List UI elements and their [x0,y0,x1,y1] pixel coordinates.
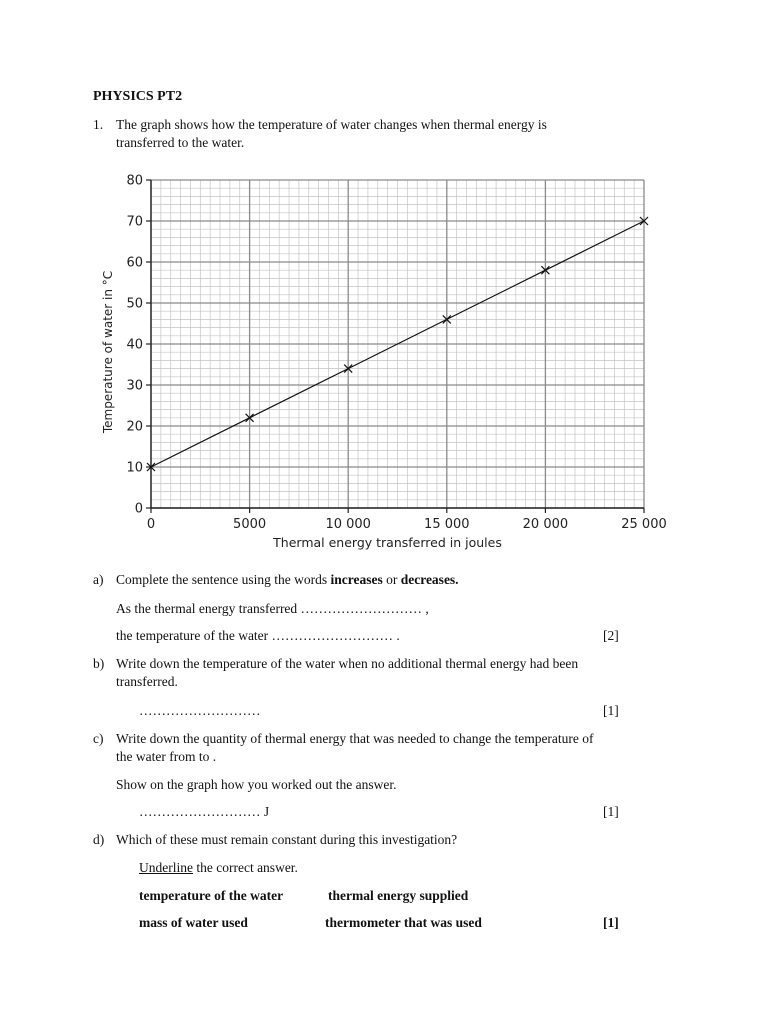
part-d-instruction-rest: the correct answer. [192,860,298,875]
part-a-prompt [116,572,459,588]
part-b-label: b) [93,656,105,671]
x-tick-label: 20 000 [522,517,569,532]
y-tick-label: 10 [126,460,143,476]
y-tick-label: 60 [126,255,143,271]
y-tick-label: 50 [126,296,143,312]
question-number: 1. [93,117,104,132]
x-tick-label: 10 000 [325,517,371,532]
part-a-line1: As the thermal energy transferred ……………………… , [116,601,429,616]
temperature-energy-graph [95,168,675,558]
part-a-line2: the temperature of the water ……………………… . [116,628,400,643]
part-b-answer-blank[interactable]: ……………………… [139,703,261,718]
part-c-answer-blank[interactable]: ……………………… J [139,804,270,819]
part-a-prompt-pre: Complete the sentence using the words [116,572,331,587]
part-d-instruction [139,860,298,876]
part-c-line2: the water from to . [116,749,217,764]
option-thermometer-used[interactable]: thermometer that was used [325,915,482,930]
option-mass-of-water-used[interactable]: mass of water used [139,915,248,930]
y-tick-label: 20 [126,419,143,435]
y-tick-label: 40 [126,337,143,353]
part-b-marks: [1] [603,703,619,718]
word-decreases: decreases. [400,572,459,587]
part-d-label: d) [93,832,105,847]
y-tick-label: 30 [126,378,143,394]
part-c-line1: Write down the quantity of thermal energy that was needed to change the temperature of [116,731,594,746]
part-b-line1: Write down the temperature of the water when no additional thermal energy had been [116,656,579,671]
part-d-marks: [1] [603,915,619,930]
part-b-line2: transferred. [116,674,178,689]
y-tick-label: 70 [126,214,143,230]
part-a-marks: [2] [603,628,619,643]
x-tick-label: 25 000 [621,517,667,532]
x-axis-label: Thermal energy transferred in joules [273,535,502,550]
underline-word: Underline [139,860,193,875]
option-thermal-energy-supplied[interactable]: thermal energy supplied [328,888,469,903]
word-increases: increases [330,572,383,587]
y-tick-label: 80 [126,173,143,189]
option-temperature-of-water[interactable]: temperature of the water [139,888,284,903]
page-title: PHYSICS PT2 [93,89,183,104]
part-c-label: c) [93,731,104,746]
part-c-line3: Show on the graph how you worked out the answer. [116,777,397,792]
y-tick-label: 0 [134,501,143,517]
x-axis-ticks [147,508,667,532]
part-c-marks: [1] [603,804,619,819]
x-tick-label: 15 000 [424,517,470,532]
question-intro-line2: transferred to the water. [116,135,245,150]
y-axis-label: Temperature of water in °C [101,270,115,434]
x-tick-label: 5000 [233,517,267,532]
y-axis-ticks [126,174,151,517]
part-a-label: a) [93,572,104,587]
part-a-prompt-or: or [382,572,401,587]
x-tick-label: 0 [146,517,156,532]
question-intro-line1: The graph shows how the temperature of water changes when thermal energy is [116,117,547,132]
part-d-line1: Which of these must remain constant during this investigation? [116,832,458,847]
